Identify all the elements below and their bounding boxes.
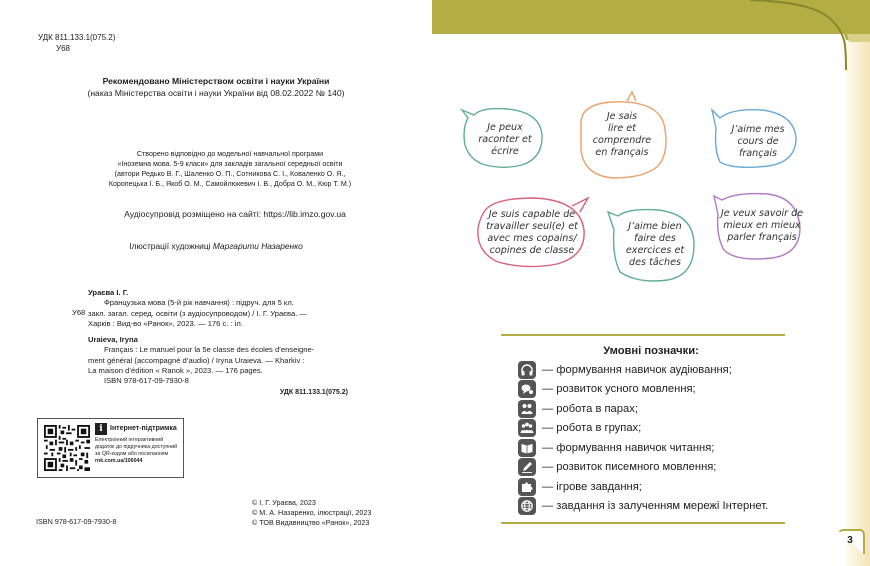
bubble-line: Je veux savoir de	[720, 208, 804, 219]
book-icon	[518, 439, 536, 457]
audio-site-note: Аудіосупровід розміщено на сайті: https://lib.imzo.gov.ua	[124, 209, 346, 219]
legend-bottom-rule	[501, 522, 785, 524]
bubble-line: faire des	[634, 233, 676, 244]
desc-fr-isbn: ISBN 978-617-09-7930-8	[104, 376, 189, 386]
bubble-line: comprendre	[592, 135, 652, 146]
program-note	[100, 149, 360, 189]
right-page	[432, 0, 870, 566]
internet-support-box	[37, 418, 184, 478]
illustrator-name: Маргарити Назаренко	[212, 241, 303, 251]
author-ua: Урaєва І. Г.	[88, 288, 129, 297]
legend-item-game	[518, 477, 818, 497]
desc-fr-line: Français : Le manuel pour la 5e classe des écoles d’enseigne-	[104, 345, 315, 355]
bubble-text-speak	[720, 208, 804, 244]
internet-support-line: додаток до підручника доступний	[95, 444, 178, 450]
internet-support-line: за QR-кодом або посиланням	[95, 451, 169, 457]
desc-ua-line: Харків : Вид-во «Ранок», 2023. — 176 с. : іл.	[88, 318, 243, 328]
bubble-line: copines de classe	[489, 245, 575, 256]
bubble-text-read	[582, 111, 662, 159]
program-line: Створено відповідно до модельної навчальної програми	[136, 150, 324, 158]
legend-item-pairs	[518, 399, 818, 419]
internet-support-link[interactable]: rnk.com.ua/106044	[95, 458, 143, 464]
ministry-recommendation	[0, 75, 432, 99]
udk-bottom: УДК 811.133.1(075.2)	[279, 388, 348, 396]
udk-code: УДК 811.133.1(075.2)	[38, 33, 116, 42]
legend-title: Умовні позначки:	[603, 345, 699, 357]
legend-list	[518, 360, 818, 516]
internet-support-line: Електронний інтерактивний	[95, 437, 164, 443]
bubble-line: Je suis capable de	[488, 209, 576, 220]
legend-top-rule	[501, 334, 785, 336]
legend-label: — ігрове завдання;	[542, 480, 642, 493]
pair-icon	[518, 400, 536, 418]
bubble-line: écrire	[491, 146, 519, 157]
page-number	[838, 528, 866, 556]
desc-fr-line: La maison d’édition « Ranok », 2023. — 176 pages.	[88, 366, 263, 376]
bubble-line: exercices et	[625, 245, 685, 256]
bubble-line: J’aime mes	[731, 124, 785, 135]
speech-icon	[518, 380, 536, 398]
program-line: Коропецька І. Б., Якоб О. М., Самойлюкевич І. В., Добра О. М., Кюр Т. М.)	[108, 180, 352, 188]
illustrations-credit	[0, 241, 432, 251]
legend-item-speaking	[518, 380, 818, 400]
info-icon: i	[95, 423, 107, 435]
bubble-line: lire et	[608, 123, 636, 134]
recommendation-order: (наказ Міністерства освіти і науки України від 08.02.2022 № 140)	[87, 88, 345, 98]
bubble-line: travailler seul(e) et	[486, 221, 578, 232]
bubble-line: J’aime bien	[628, 221, 682, 232]
illustrations-prefix: Ілюстрації художниці	[129, 241, 211, 251]
udk-header	[38, 32, 115, 54]
pencil-icon	[518, 458, 536, 476]
legend-label: — формування навичок аудіювання;	[542, 363, 732, 376]
legend-item-groups	[518, 419, 818, 439]
legend-item-listening	[518, 360, 818, 380]
bubble-line: Je sais	[606, 111, 638, 122]
legend-label: — робота в групах;	[542, 422, 642, 435]
class-code: У68	[72, 308, 86, 318]
program-line: (автори Редько В. Г., Шаленко О. П., Сотникова С. І., Коваленко О. Я.,	[114, 170, 346, 178]
legend-label: — робота в парах;	[542, 402, 638, 415]
legend-label: — завдання із залученням мережі Інтернет.	[542, 500, 769, 513]
bubble-text-lessons	[720, 124, 796, 160]
group-icon	[518, 419, 536, 437]
bibliographic-record	[72, 288, 348, 398]
bubble-line: raconter et	[478, 134, 532, 145]
copyright-line: © М. А. Назаренко, ілюстрації, 2023	[252, 508, 372, 517]
bubble-line: parler français	[727, 232, 797, 243]
legend-item-internet	[518, 497, 818, 517]
copyright-line: © ТОВ Видавництво «Ранок», 2023	[252, 518, 370, 527]
bubble-line: mieux en mieux	[723, 220, 801, 231]
desc-ua-line: Французька мова (5-й рік навчання) : підруч. для 5 кл.	[104, 298, 294, 308]
author-fr: Uraieva, Iryna	[88, 335, 138, 345]
globe-icon	[518, 497, 536, 515]
recommendation-title: Рекомендовано Міністерством освіти і науки України	[102, 76, 330, 86]
legend-label: — формування навичок читання;	[542, 441, 715, 454]
desc-ua-line: закл. загал. серед. освіти (з аудіосупроводом) / І. Г. Урaєва. —	[88, 308, 308, 318]
page-number-text: 3	[847, 535, 853, 546]
copyright-line: © І. Г. Урaєва, 2023	[252, 498, 316, 507]
legend-label: — розвиток усного мовлення;	[542, 383, 696, 396]
desc-fr-line: ment général (accompagné d’audio) / Iryna Uraieva. — Kharkiv :	[88, 355, 305, 365]
bubble-line: cours de	[737, 136, 779, 147]
legend-label: — розвиток писемного мовлення;	[542, 461, 717, 474]
legend-item-reading	[518, 438, 818, 458]
copyrights	[252, 498, 371, 528]
headphones-icon	[518, 361, 536, 379]
bubble-line: avec mes copains/	[487, 233, 577, 244]
internet-support-title: Інтернет-підтримка	[110, 425, 177, 432]
left-page	[0, 0, 432, 566]
bubble-text-write	[470, 122, 540, 158]
bubble-line: français	[738, 148, 778, 159]
internet-support-header	[95, 423, 181, 435]
bubble-text-exercises	[616, 221, 694, 269]
bubble-line: Je peux	[487, 122, 523, 133]
author-code: У68	[56, 44, 70, 53]
internet-support-info	[95, 423, 181, 465]
isbn: ISBN 978-617-09-7930-8	[36, 517, 117, 526]
bubble-text-teamwork	[480, 209, 584, 257]
puzzle-icon	[518, 478, 536, 496]
qr-code-icon[interactable]	[44, 425, 90, 471]
bubble-line: des tâches	[629, 257, 681, 268]
legend-item-writing	[518, 458, 818, 478]
program-line: «Іноземна мова. 5-9 класи» для закладів загальної середньої освіти	[117, 160, 343, 168]
bubble-line: en français	[595, 147, 649, 158]
